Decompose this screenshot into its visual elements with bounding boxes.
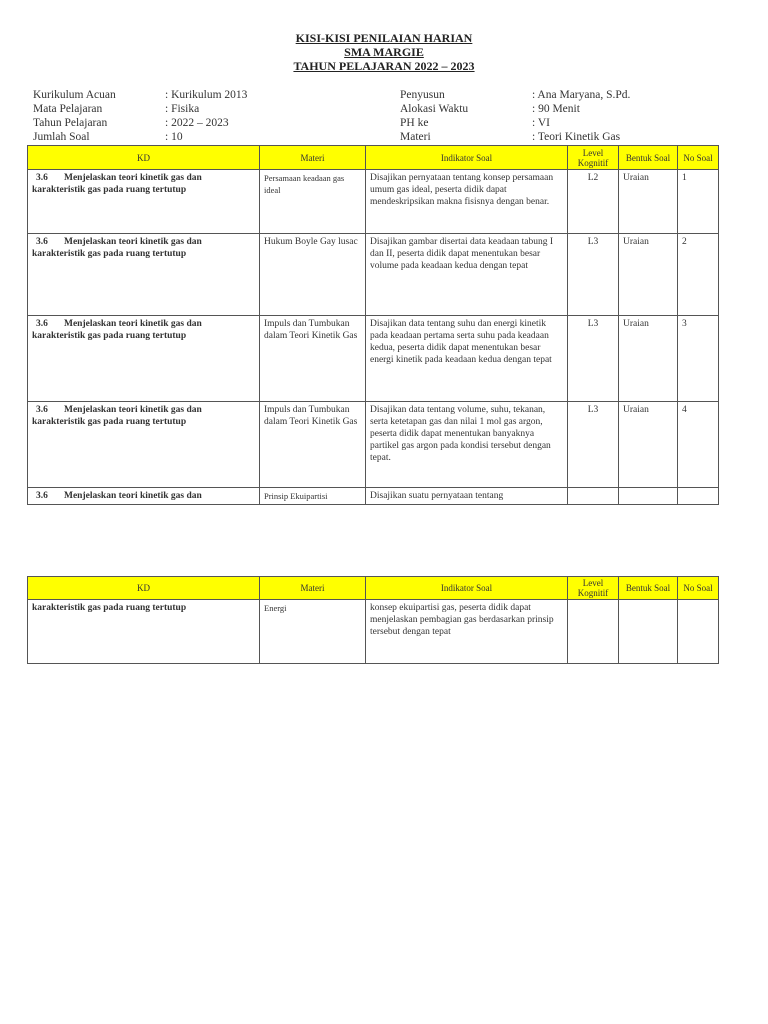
- no-cell: [678, 600, 719, 664]
- no-cell: 4: [678, 402, 719, 488]
- kisi-kisi-table: [27, 145, 719, 505]
- materi-cell: Hukum Boyle Gay lusac: [260, 234, 366, 316]
- table-row: [28, 488, 719, 505]
- table-row: [28, 402, 719, 488]
- meta-value: : 10: [165, 131, 183, 143]
- meta-label: Tahun Pelajaran: [33, 117, 108, 129]
- col-header-materi: Materi: [260, 577, 366, 600]
- bentuk-cell: [619, 600, 678, 664]
- no-cell: [678, 488, 719, 505]
- no-cell: 2: [678, 234, 719, 316]
- indikator-cell: Disajikan data tentang volume, suhu, tekanan, serta ketetapan gas dan nilai 1 mol gas argon, peserta didik dapat menentukan banyaknya partikel gas argon pada kondisi tersebut dengan tepat.: [366, 402, 568, 488]
- col-header-bentuk: Bentuk Soal: [619, 146, 678, 170]
- kd-cell: [28, 234, 260, 316]
- meta-label: Mata Pelajaran: [33, 103, 103, 115]
- meta-label: Materi: [400, 131, 431, 143]
- bentuk-cell: Uraian: [619, 170, 678, 234]
- kd-cell: [28, 170, 260, 234]
- kd-cell: [28, 316, 260, 402]
- meta-label: Jumlah Soal: [33, 131, 90, 143]
- kd-cell: karakteristik gas pada ruang tertutup: [28, 600, 260, 664]
- level-cell: L2: [568, 170, 619, 234]
- kd-number: 3.6: [36, 173, 48, 183]
- table-row: [28, 600, 719, 664]
- kd-cell: [28, 402, 260, 488]
- bentuk-cell: Uraian: [619, 402, 678, 488]
- table-row: [28, 316, 719, 402]
- meta-value: : Fisika: [165, 103, 200, 115]
- kd-cell: [28, 488, 260, 505]
- meta-value: : VI: [532, 117, 550, 129]
- table-header-row: [28, 577, 719, 600]
- kd-text: Menjelaskan teori kinetik gas dan karakteristik gas pada ruang tertutup: [32, 173, 202, 195]
- doc-title: KISI-KISI PENILAIAN HARIAN: [295, 31, 473, 45]
- col-header-kd: KD: [28, 146, 260, 170]
- meta-value: : 2022 – 2023: [165, 117, 229, 129]
- meta-value: : Teori Kinetik Gas: [532, 131, 621, 143]
- level-cell: [568, 488, 619, 505]
- col-header-indikator: Indikator Soal: [366, 146, 568, 170]
- meta-label: PH ke: [400, 117, 429, 129]
- meta-value: : Kurikulum 2013: [165, 89, 248, 101]
- col-header-bentuk: Bentuk Soal: [619, 577, 678, 600]
- kd-text: Menjelaskan teori kinetik gas dan karakteristik gas pada ruang tertutup: [32, 405, 202, 427]
- col-header-no: No Soal: [678, 577, 719, 600]
- materi-cell: Persamaan keadaan gas ideal: [260, 170, 366, 234]
- no-cell: 1: [678, 170, 719, 234]
- kd-number: 3.6: [36, 319, 48, 329]
- level-cell: L3: [568, 316, 619, 402]
- kd-text: Menjelaskan teori kinetik gas dan: [64, 491, 202, 501]
- academic-year: TAHUN PELAJARAN 2022 – 2023: [293, 59, 475, 73]
- materi-cell: Impuls dan Tumbukan dalam Teori Kinetik Gas: [260, 316, 366, 402]
- indikator-cell: Disajikan pernyataan tentang konsep persamaan umum gas ideal, peserta didik dapat mendeskripsikan makna fisisnya dengan benar.: [366, 170, 568, 234]
- table-row: [28, 234, 719, 316]
- col-header-level: Level Kognitif: [568, 577, 619, 600]
- school-name: SMA MARGIE: [344, 45, 424, 59]
- kisi-kisi-table-continued: [27, 576, 719, 664]
- col-header-kd: KD: [28, 577, 260, 600]
- kd-number: 3.6: [36, 405, 48, 415]
- col-header-level: Level Kognitif: [568, 146, 619, 170]
- meta-label: Alokasi Waktu: [400, 103, 469, 115]
- level-cell: [568, 600, 619, 664]
- materi-cell: Energi: [260, 600, 366, 664]
- meta-label: Penyusun: [400, 89, 445, 101]
- indikator-cell: Disajikan data tentang suhu dan energi kinetik pada keadaan pertama serta suhu pada keadaan kedua, peserta didik dapat menentukan besar energi kinetik pada keadaan kedua dengan tepat: [366, 316, 568, 402]
- bentuk-cell: Uraian: [619, 234, 678, 316]
- meta-label: Kurikulum Acuan: [33, 89, 116, 101]
- materi-cell: Prinsip Ekuipartisi: [260, 488, 366, 505]
- indikator-cell: Disajikan gambar disertai data keadaan tabung I dan II, peserta didik dapat menentukan besar volume pada keadaan kedua dengan tepat: [366, 234, 568, 316]
- no-cell: 3: [678, 316, 719, 402]
- kd-text: Menjelaskan teori kinetik gas dan karakteristik gas pada ruang tertutup: [32, 319, 202, 341]
- kd-number: 3.6: [36, 491, 48, 501]
- kd-text: Menjelaskan teori kinetik gas dan karakteristik gas pada ruang tertutup: [32, 237, 202, 259]
- bentuk-cell: [619, 488, 678, 505]
- indikator-cell: konsep ekuipartisi gas, peserta didik dapat menjelaskan pembagian gas berdasarkan prinsip tersebut dengan tepat: [366, 600, 568, 664]
- level-cell: L3: [568, 234, 619, 316]
- bentuk-cell: Uraian: [619, 316, 678, 402]
- col-header-materi: Materi: [260, 146, 366, 170]
- level-cell: L3: [568, 402, 619, 488]
- materi-cell: Impuls dan Tumbukan dalam Teori Kinetik Gas: [260, 402, 366, 488]
- indikator-cell: Disajikan suatu pernyataan tentang: [366, 488, 568, 505]
- col-header-no: No Soal: [678, 146, 719, 170]
- table-header-row: [28, 146, 719, 170]
- kd-number: 3.6: [36, 237, 48, 247]
- meta-value: : 90 Menit: [532, 103, 580, 115]
- table-row: [28, 170, 719, 234]
- meta-value: : Ana Maryana, S.Pd.: [532, 89, 631, 101]
- col-header-indikator: Indikator Soal: [366, 577, 568, 600]
